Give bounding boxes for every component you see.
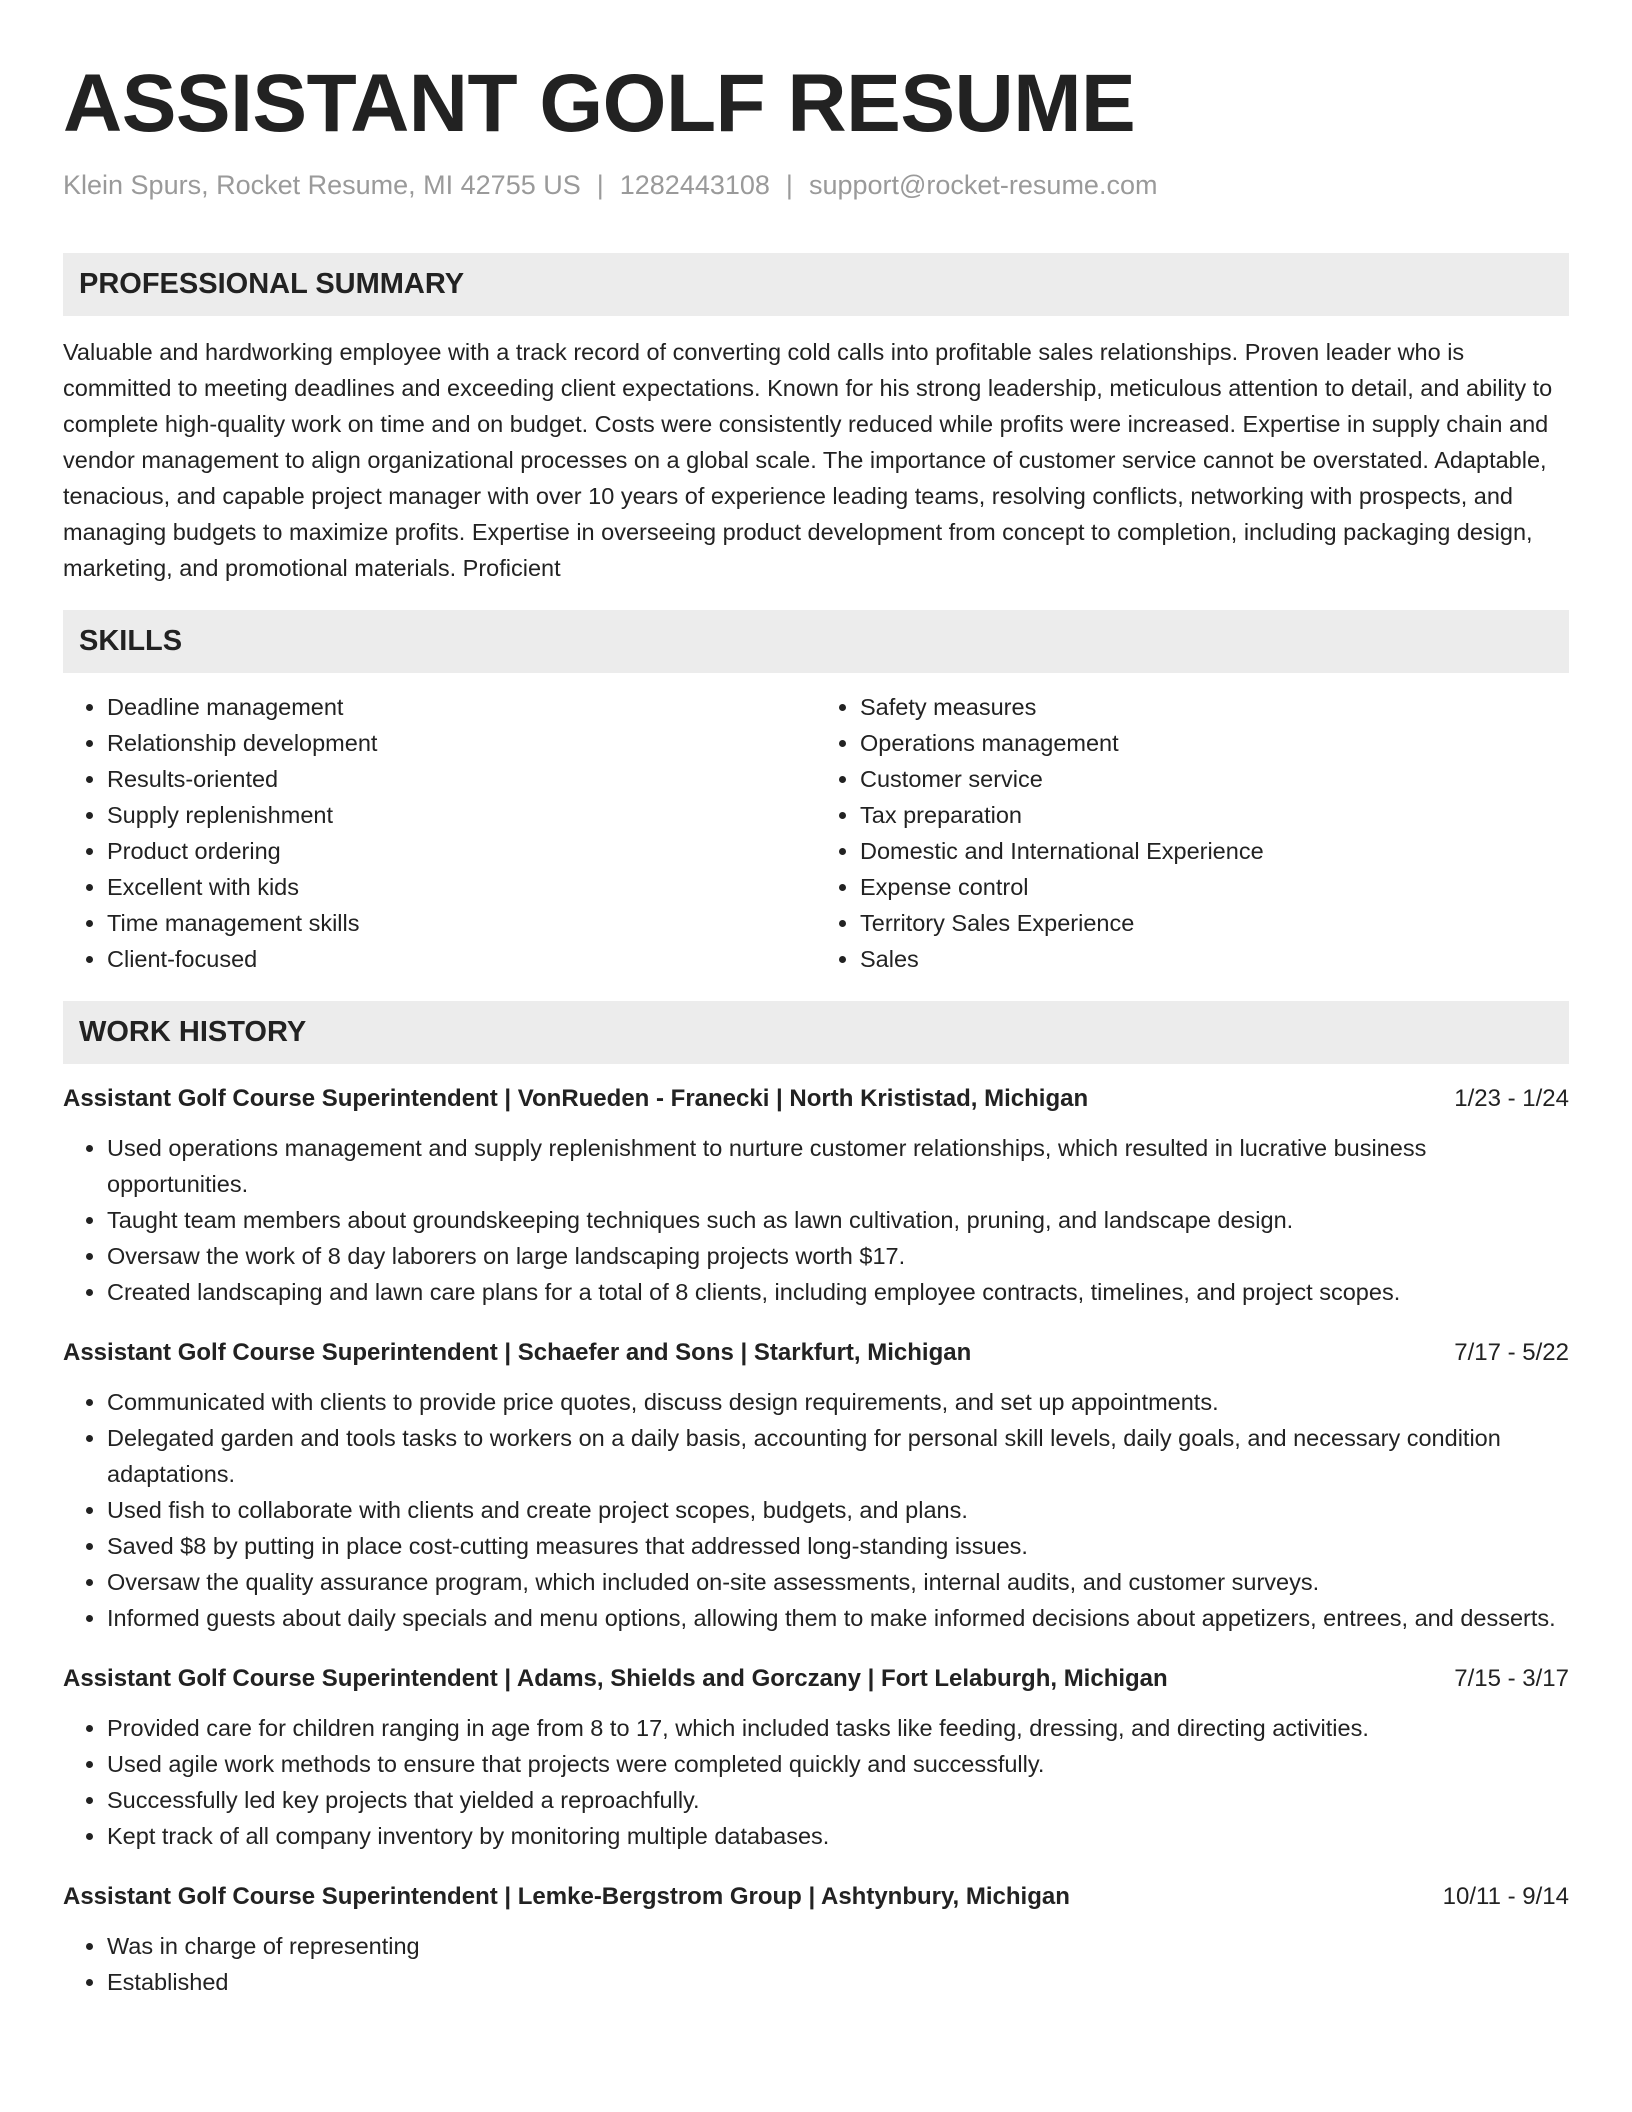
- contact-address: Klein Spurs, Rocket Resume, MI 42755 US: [63, 170, 581, 200]
- skill-item: • Domestic and International Experience: [860, 833, 1569, 869]
- job-bullet: • Was in charge of representing: [107, 1928, 1569, 1964]
- contact-phone: 1282443108: [619, 170, 770, 200]
- job-bullet: • Used agile work methods to ensure that projects were completed quickly and successfully.: [107, 1746, 1569, 1782]
- skills-column-right: [816, 689, 1569, 977]
- skill-item: • Deadline management: [107, 689, 816, 725]
- skill-item: • Product ordering: [107, 833, 816, 869]
- job-entry: [63, 1662, 1569, 1854]
- job-dates: 7/15 - 3/17: [1454, 1665, 1569, 1692]
- job-bullets: [63, 1384, 1569, 1636]
- job-bullet: • Successfully led key projects that yielded a reproachfully.: [107, 1782, 1569, 1818]
- skill-item: • Customer service: [860, 761, 1569, 797]
- skill-item: • Tax preparation: [860, 797, 1569, 833]
- job-bullet: • Oversaw the quality assurance program, which included on-site assessments, internal audits, and customer surveys.: [107, 1564, 1569, 1600]
- summary-text: Valuable and hardworking employee with a track record of converting cold calls into profitable sales relationships. Proven leader who is committed to meeting deadlines and exceeding client expectations. Known for his strong leadership, meticulous attention to detail, and ability to complete high-quality work on time and on budget. Costs were consistently reduced while profits were increased. Expertise in supply chain and vendor management to align organizational processes on a global scale. The importance of customer service cannot be overstated. Adaptable, tenacious, and capable project manager with over 10 years of experience leading teams, resolving conflicts, networking with prospects, and managing budgets to maximize profits. Expertise in overseeing product development from concept to completion, including packaging design, marketing, and promotional materials. Proficient: [63, 339, 1553, 581]
- skill-item: • Client-focused: [107, 941, 816, 977]
- job-bullet: • Communicated with clients to provide price quotes, discuss design requirements, and set up appointments.: [107, 1384, 1569, 1420]
- resume-name: ASSISTANT GOLF RESUME: [63, 58, 1136, 149]
- job-bullets: [63, 1928, 1569, 2000]
- job-bullets: [63, 1130, 1569, 1310]
- job-bullet: • Used fish to collaborate with clients and create project scopes, budgets, and plans.: [107, 1492, 1569, 1528]
- section-header-summary: PROFESSIONAL SUMMARY: [63, 253, 1569, 316]
- contact-email[interactable]: support@rocket-resume.com: [808, 170, 1158, 200]
- contact-separator: |: [785, 170, 793, 200]
- job-entry: [63, 1336, 1569, 1636]
- section-header-work-history: WORK HISTORY: [63, 1001, 1569, 1064]
- job-bullet: • Saved $8 by putting in place cost-cutting measures that addressed long-standing issues.: [107, 1528, 1569, 1564]
- skill-item: • Safety measures: [860, 689, 1569, 725]
- job-dates: 1/23 - 1/24: [1454, 1085, 1569, 1112]
- job-heading-row: [63, 1336, 1569, 1370]
- section-header-skills: SKILLS: [63, 610, 1569, 673]
- job-heading-row: [63, 1082, 1569, 1116]
- job-dates: 7/17 - 5/22: [1454, 1339, 1569, 1366]
- skill-item: • Sales: [860, 941, 1569, 977]
- job-bullet: • Oversaw the work of 8 day laborers on large landscaping projects worth $17.: [107, 1238, 1569, 1274]
- skill-item: • Relationship development: [107, 725, 816, 761]
- job-bullet: • Delegated garden and tools tasks to workers on a daily basis, accounting for personal skill levels, daily goals, and necessary condition adaptations.: [107, 1420, 1569, 1492]
- job-dates: 10/11 - 9/14: [1442, 1883, 1569, 1910]
- skill-item: • Excellent with kids: [107, 869, 816, 905]
- job-bullet: • Created landscaping and lawn care plans for a total of 8 clients, including employee contracts, timelines, and project scopes.: [107, 1274, 1569, 1310]
- skills-list: [63, 689, 1569, 977]
- skill-item: • Supply replenishment: [107, 797, 816, 833]
- job-bullet: • Established: [107, 1964, 1569, 2000]
- contact-separator: |: [596, 170, 604, 200]
- job-bullet: • Informed guests about daily specials and menu options, allowing them to make informed decisions about appetizers, entrees, and desserts.: [107, 1600, 1569, 1636]
- job-title: Assistant Golf Course Superintendent | VonRueden - Franecki | North Krististad, Michigan: [63, 1085, 1089, 1112]
- job-heading-row: [63, 1880, 1569, 1914]
- skill-item: • Operations management: [860, 725, 1569, 761]
- job-entry: [63, 1880, 1569, 2000]
- skills-column-left: [63, 689, 816, 977]
- job-title: Assistant Golf Course Superintendent | Schaefer and Sons | Starkfurt, Michigan: [63, 1339, 972, 1366]
- job-entry: [63, 1082, 1569, 1310]
- job-bullet: • Provided care for children ranging in age from 8 to 17, which included tasks like feeding, dressing, and directing activities.: [107, 1710, 1569, 1746]
- job-bullet: • Used operations management and supply replenishment to nurture customer relationships, which resulted in lucrative business opportunities.: [107, 1130, 1569, 1202]
- job-heading-row: [63, 1662, 1569, 1696]
- job-title: Assistant Golf Course Superintendent | Lemke-Bergstrom Group | Ashtynbury, Michigan: [63, 1883, 1070, 1910]
- skill-item: • Expense control: [860, 869, 1569, 905]
- job-bullet: • Taught team members about groundskeeping techniques such as lawn cultivation, pruning, and landscape design.: [107, 1202, 1569, 1238]
- contact-line: [63, 168, 1569, 202]
- job-title: Assistant Golf Course Superintendent | Adams, Shields and Gorczany | Fort Lelaburgh, Michigan: [63, 1665, 1168, 1692]
- job-bullet: • Kept track of all company inventory by monitoring multiple databases.: [107, 1818, 1569, 1854]
- job-bullets: [63, 1710, 1569, 1854]
- skill-item: • Results-oriented: [107, 761, 816, 797]
- skill-item: • Time management skills: [107, 905, 816, 941]
- skill-item: • Territory Sales Experience: [860, 905, 1569, 941]
